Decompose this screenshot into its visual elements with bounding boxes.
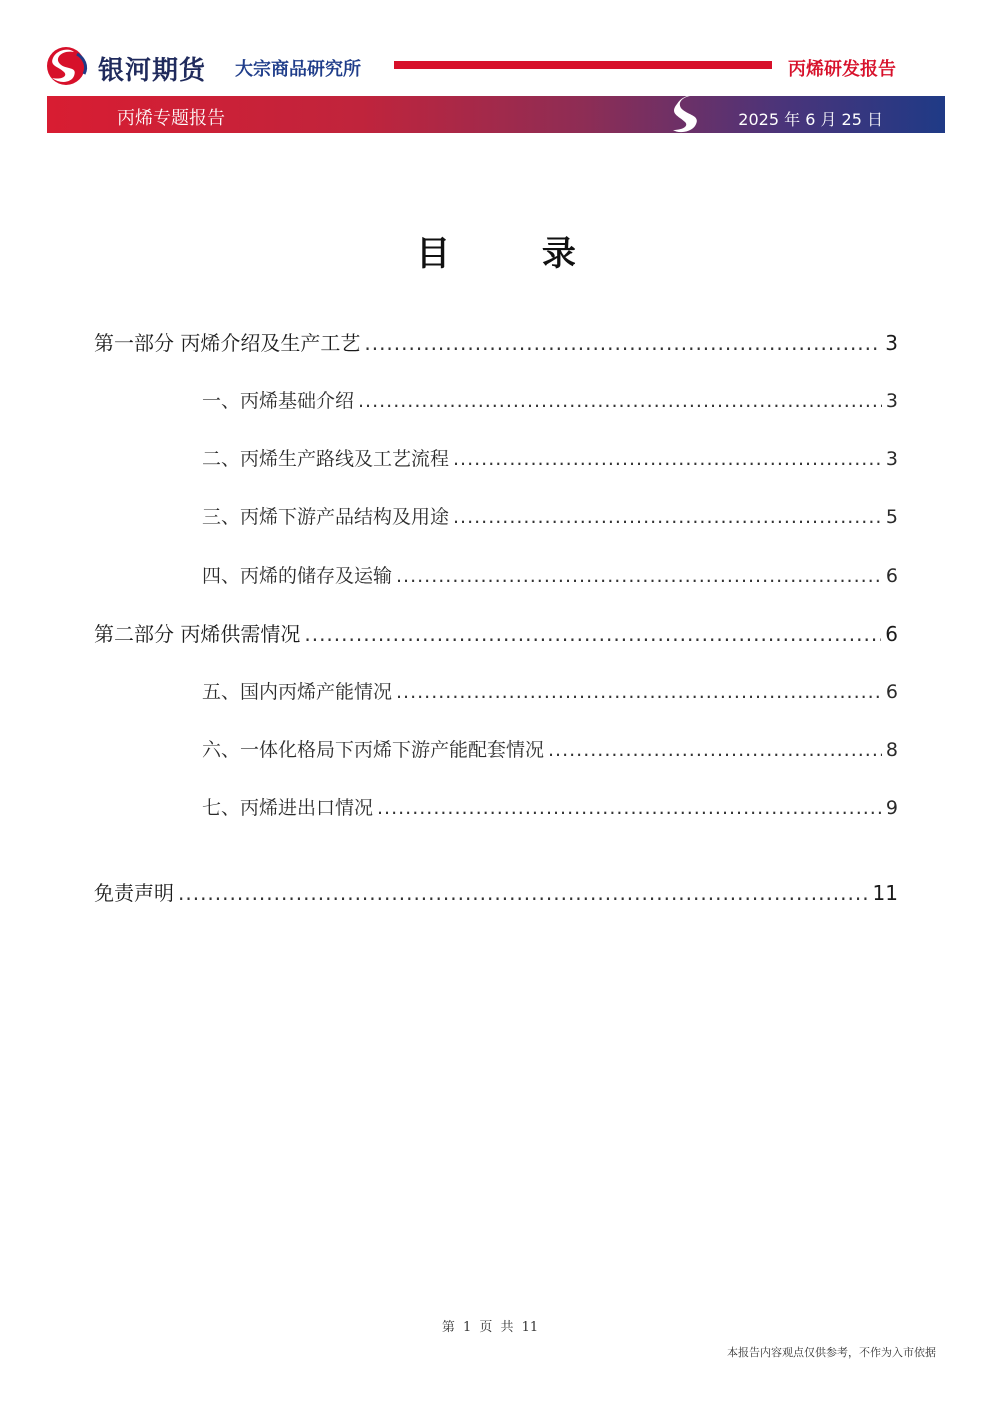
toc-leader-dots (453, 506, 882, 528)
toc-entry-page: 6 (885, 681, 898, 703)
disclaimer-note: 本报告内容观点仅供参考，不作为入市依据 (727, 1346, 936, 1359)
report-type: 丙烯研发报告 (788, 59, 896, 80)
toc-entry-6[interactable] (202, 735, 898, 762)
toc-entry-label: 第二部分 丙烯供需情况 (94, 622, 301, 646)
report-date: 2025 年 6 月 25 日 (738, 110, 883, 129)
report-category: 丙烯专题报告 (117, 108, 225, 129)
toc-leader-dots (453, 448, 882, 470)
toc-entry-page: 3 (885, 331, 898, 355)
toc-entry-label: 六、一体化格局下丙烯下游产能配套情况 (202, 739, 545, 761)
header-band (47, 96, 945, 133)
toc-entry-page: 6 (885, 622, 898, 646)
toc-entry-page: 5 (885, 506, 898, 528)
toc-entry-4[interactable] (202, 561, 898, 588)
toc-entry-page: 11 (872, 881, 898, 905)
toc-entry-2[interactable] (202, 444, 898, 471)
page-indicator: 第 1 页 共 11 (441, 1320, 539, 1335)
toc-entry-label: 三、丙烯下游产品结构及用途 (202, 506, 450, 528)
toc-entry-page: 3 (885, 448, 898, 470)
toc-entry-part1[interactable] (94, 327, 898, 356)
toc-leader-dots (396, 681, 882, 703)
swoosh-mark-icon (669, 92, 705, 136)
toc-leader-dots (377, 797, 882, 819)
toc-leader-dots (548, 739, 882, 761)
toc-entry-label: 七、丙烯进出口情况 (202, 797, 374, 819)
toc-entry-1[interactable] (202, 386, 898, 413)
header-divider (394, 61, 772, 69)
toc-entry-label: 一、丙烯基础介绍 (202, 390, 355, 412)
toc-entry-label: 五、国内丙烯产能情况 (202, 681, 393, 703)
toc-leader-dots (396, 565, 882, 587)
toc-entry-7[interactable] (202, 793, 898, 820)
toc-entry-page: 3 (885, 390, 898, 412)
toc-entry-label: 免责声明 (94, 881, 174, 905)
toc-leader-dots (358, 390, 882, 412)
toc-entry-part2[interactable] (94, 618, 898, 647)
toc-entry-label: 二、丙烯生产路线及工艺流程 (202, 448, 450, 470)
toc-entry-label: 四、丙烯的储存及运输 (202, 565, 393, 587)
toc-leader-dots (364, 331, 881, 355)
brand-name: 银河期货 (98, 56, 207, 86)
galaxy-futures-logo-icon (44, 44, 92, 88)
toc-leader-dots (304, 622, 881, 646)
toc-entry-label: 第一部分 丙烯介绍及生产工艺 (94, 331, 361, 355)
toc-leader-dots (178, 881, 869, 905)
toc-entry-3[interactable] (202, 502, 898, 529)
toc-entry-page: 6 (885, 565, 898, 587)
toc-entry-page: 9 (885, 797, 898, 819)
toc-entry-disclaimer[interactable] (94, 877, 898, 906)
toc-entry-page: 8 (885, 739, 898, 761)
toc-entry-5[interactable] (202, 677, 898, 704)
toc-title: 目 录 (416, 234, 616, 274)
institute-name: 大宗商品研究所 (235, 59, 361, 80)
